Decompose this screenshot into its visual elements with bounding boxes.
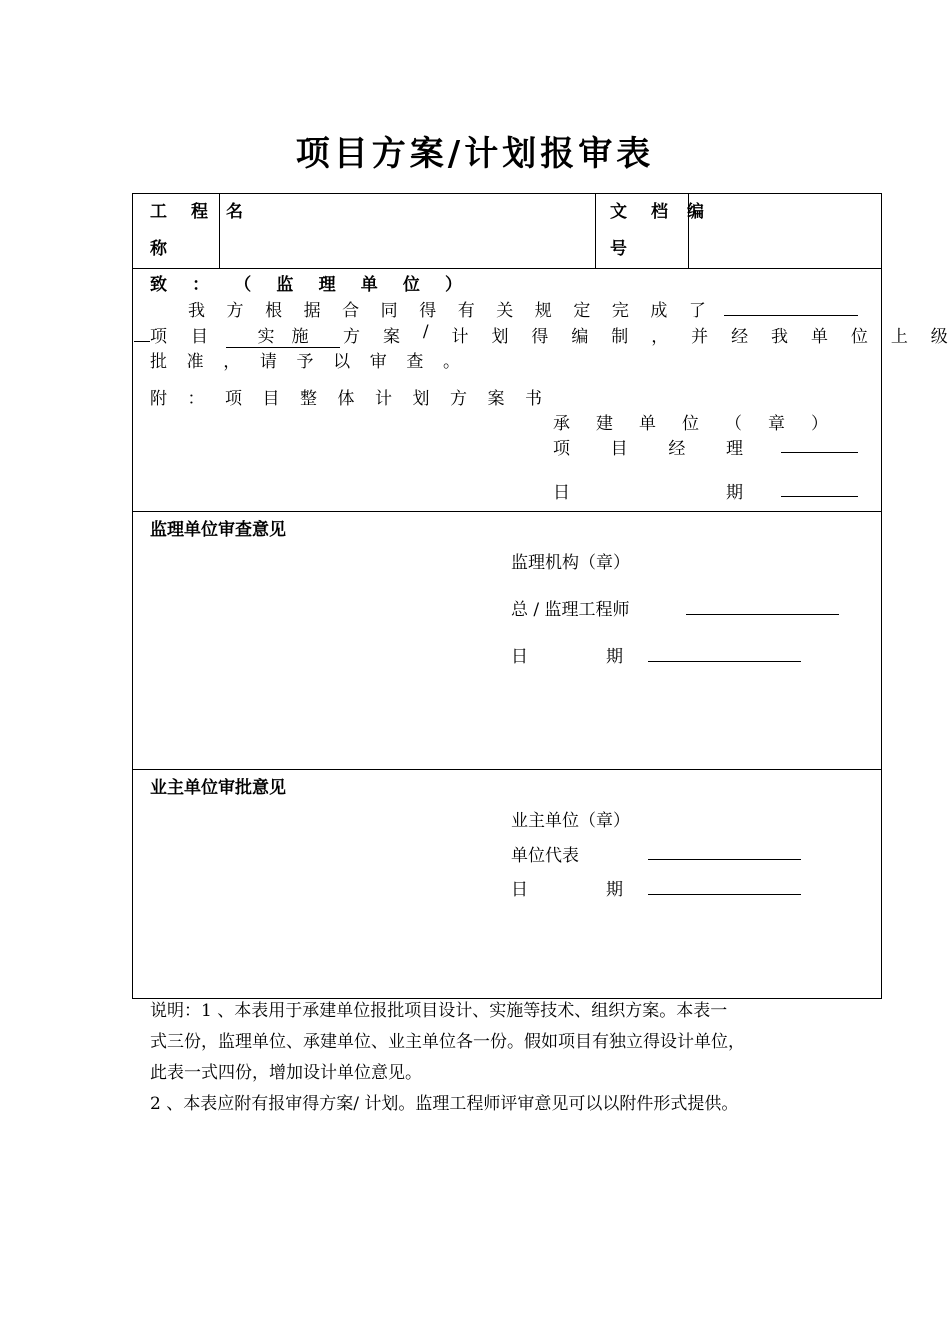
text-char: 审: [369, 352, 387, 372]
text-char: ）: [444, 275, 462, 295]
text-char: ，: [651, 327, 669, 347]
text-char: 完: [611, 301, 629, 321]
text-char: 目: [191, 327, 208, 347]
text-char: 致: [150, 275, 167, 295]
label-char: 档: [651, 202, 668, 222]
text-char: 单: [360, 275, 378, 295]
text-char: 位: [850, 327, 868, 347]
submission-date-label: [553, 478, 743, 503]
notes-block: [150, 996, 745, 1120]
divider: [133, 511, 881, 512]
text-char: /: [422, 322, 429, 342]
owner-opinion-field[interactable]: [150, 803, 490, 983]
text-char: 案: [382, 327, 400, 347]
text-char: 书: [525, 389, 542, 409]
text-char: ，: [223, 352, 241, 372]
text-char: 理: [725, 439, 743, 459]
text-char: 日: [553, 483, 570, 503]
supervisor-date-blank[interactable]: [648, 661, 801, 662]
text-char: 有: [457, 301, 475, 321]
text-char: 监: [276, 275, 294, 295]
owner-date-blank[interactable]: [648, 894, 801, 895]
project-name-field[interactable]: [226, 200, 588, 262]
text-char: 项: [150, 327, 167, 347]
text-char: 批: [150, 352, 167, 372]
owner-date-label: 期: [606, 880, 623, 900]
text-char: 关: [496, 301, 514, 321]
divider: [133, 268, 881, 269]
text-char: 目: [610, 439, 628, 459]
owner-approval-heading: 业主单位审批意见: [150, 778, 286, 798]
text-char: 得: [531, 327, 549, 347]
text-char: 经: [731, 327, 749, 347]
label-char: 工: [150, 202, 167, 222]
text-char: 项: [553, 439, 570, 459]
text-char: 制: [611, 327, 629, 347]
text-char: 经: [668, 439, 686, 459]
text-char: 项: [225, 389, 242, 409]
text-char: 编: [571, 327, 589, 347]
text-char: 定: [573, 301, 591, 321]
text-char: （: [725, 414, 742, 434]
supervisor-review-heading: 监理单位审查意见: [150, 520, 286, 540]
divider: [595, 194, 596, 268]
text-char: 查: [406, 352, 424, 372]
text-char: 我: [771, 327, 789, 347]
text-char: 上: [890, 327, 908, 347]
text-char: 级: [930, 327, 948, 347]
text-char: 单: [639, 414, 656, 434]
owner-date-day-label: 日: [511, 880, 528, 900]
text-char: 得: [419, 301, 437, 321]
text-char: 以: [333, 352, 351, 372]
chief-engineer-blank[interactable]: [686, 614, 839, 615]
text-char: 成: [650, 301, 668, 321]
supervisor-org-seal: 监理机构（章）: [511, 553, 630, 573]
text-char: 单: [810, 327, 828, 347]
text-char: 合: [342, 301, 360, 321]
project-name-label-bottom: 称: [150, 239, 167, 259]
divider: [133, 769, 881, 770]
statement-line-1: [188, 296, 706, 321]
text-char: 方: [343, 327, 360, 347]
text-char: 目: [262, 389, 280, 409]
text-char: 案: [487, 389, 505, 409]
text-char: 并: [691, 327, 709, 347]
text-char: 。: [443, 352, 460, 372]
text-char: 承: [553, 414, 570, 434]
text-char: 位: [402, 275, 420, 295]
text-char: 请: [259, 352, 277, 372]
document-number-label-bottom: 号: [610, 239, 627, 259]
project-name-label-top: [150, 197, 208, 222]
text-char: ：: [192, 275, 210, 295]
text-char: 计: [451, 327, 469, 347]
text-char: 予: [296, 352, 314, 372]
label-char: 程: [191, 202, 208, 222]
project-manager-blank[interactable]: [781, 452, 858, 453]
text-char: 同: [380, 301, 398, 321]
supervisor-date-day-label: 日: [511, 647, 528, 667]
divider: [219, 194, 220, 268]
text-char: 划: [412, 389, 430, 409]
text-char: 我: [188, 301, 205, 321]
text-char: 方: [450, 389, 467, 409]
text-char: 位: [682, 414, 699, 434]
owner-representative-blank[interactable]: [648, 859, 801, 860]
text-char: 附: [150, 389, 167, 409]
project-name-label-tail: 名: [226, 202, 243, 222]
supervisor-date-label: 期: [606, 647, 623, 667]
note-line: 式三份，监理单位、承建单位、业主单位各一份。假如项目有独立得设计单位，: [150, 1032, 745, 1052]
label-char: 文: [610, 202, 627, 222]
statement-line-2-rest: [343, 322, 948, 347]
note-line: 此表一式四份，增加设计单位意见。: [150, 1063, 422, 1083]
plan-type-fill[interactable]: 实 施: [226, 322, 340, 348]
supervisor-opinion-field[interactable]: [150, 545, 490, 755]
text-char: 了: [688, 301, 706, 321]
statement-line-2-start: [150, 322, 208, 347]
text-char: 整: [300, 389, 317, 409]
note-line: 2 、本表应附有报审得方案/ 计划。监理工程师评审意见可以以附件形式提供。: [150, 1094, 739, 1114]
owner-representative-label: 单位代表: [511, 846, 579, 866]
text-char: 方: [226, 301, 244, 321]
text-char: ）: [811, 414, 828, 434]
document-number-label-top: [610, 197, 668, 222]
indent-mark: [134, 341, 150, 342]
text-char: ：: [187, 389, 205, 409]
text-char: 理: [318, 275, 336, 295]
completion-blank[interactable]: [724, 315, 858, 316]
text-char: 建: [596, 414, 613, 434]
text-char: 体: [337, 389, 355, 409]
text-char: 规: [534, 301, 552, 321]
text-char: 章: [768, 414, 785, 434]
statement-line-3: [150, 347, 460, 372]
page-title: 项目方案/计划报审表: [295, 134, 655, 174]
addressee-line: [150, 270, 462, 295]
note-line: 说明：1 、本表用于承建单位报批项目设计、实施等技术、组织方案。本表一: [150, 1001, 728, 1021]
text-char: （: [234, 275, 252, 295]
text-char: 计: [375, 389, 392, 409]
chief-engineer-label: 总 / 监理工程师: [511, 600, 630, 620]
document-number-label-tail: 编: [687, 202, 704, 222]
contractor-seal-line: [553, 409, 828, 434]
text-char: 根: [265, 301, 283, 321]
text-char: 划: [491, 327, 509, 347]
text-char: 据: [303, 301, 321, 321]
owner-unit-seal: 业主单位（章）: [511, 811, 630, 831]
submission-date-blank[interactable]: [781, 496, 858, 497]
text-char: 期: [726, 483, 743, 503]
text-char: 准: [186, 352, 204, 372]
project-manager-label: [553, 434, 743, 459]
attachment-line: [150, 384, 542, 409]
document-number-field[interactable]: [705, 200, 875, 262]
